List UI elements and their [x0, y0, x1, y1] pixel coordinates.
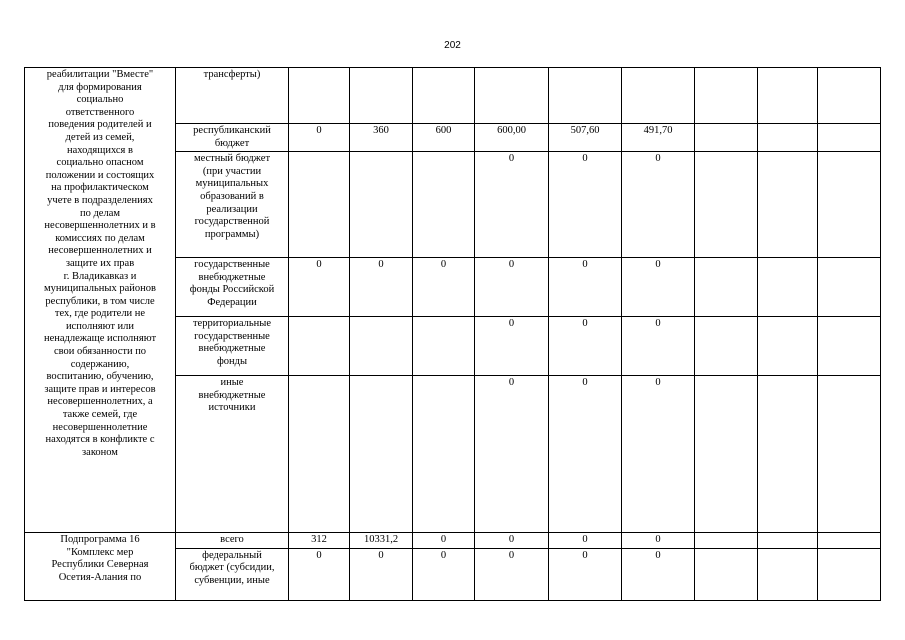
program-name-line: находящихся в — [67, 144, 133, 156]
amount-cell — [758, 258, 818, 317]
funding-source-line: государственные — [194, 330, 270, 342]
amount-cell: 0 — [622, 548, 695, 600]
program-name-line: учете в подразделениях — [47, 194, 153, 206]
program-name-line: находятся в конфликте с — [45, 434, 155, 446]
amount-cell: 360 — [350, 124, 413, 152]
funding-source-line: внебюджетные — [198, 343, 266, 355]
funding-source-line: местный бюджет — [193, 153, 271, 165]
amount-cell: 0 — [289, 124, 350, 152]
funding-source-cell — [176, 533, 289, 549]
program-name-line: защите прав и интересов — [44, 383, 156, 395]
program-name-line: тех, где родители не — [54, 308, 146, 320]
amount-cell — [695, 548, 758, 600]
amount-cell: 0 — [549, 548, 622, 600]
amount-cell — [350, 317, 413, 376]
amount-cell: 600 — [413, 124, 475, 152]
amount-cell: 0 — [549, 533, 622, 549]
amount-cell — [818, 317, 881, 376]
funding-source-cell — [176, 152, 289, 258]
amount-cell — [695, 124, 758, 152]
amount-cell — [549, 68, 622, 124]
program-name-line: социально — [76, 94, 124, 106]
amount-cell: 600,00 — [475, 124, 549, 152]
budget-table — [24, 67, 881, 601]
program-name-line: "Комплекс мер — [66, 546, 134, 558]
amount-cell — [758, 376, 818, 533]
amount-cell — [758, 548, 818, 600]
amount-cell — [413, 317, 475, 376]
amount-cell: 0 — [622, 376, 695, 533]
program-name-line: несовершеннолетних и в — [44, 220, 156, 232]
amount-cell: 0 — [622, 258, 695, 317]
program-name-line: положении и состоящих — [45, 169, 155, 181]
funding-source-line: образований в — [200, 190, 264, 202]
program-name-cell — [25, 533, 176, 601]
funding-source-cell — [176, 68, 289, 124]
amount-cell — [818, 152, 881, 258]
funding-source-line: государственной — [194, 216, 270, 228]
amount-cell: 0 — [549, 152, 622, 258]
program-name-cell — [25, 68, 176, 533]
amount-cell — [289, 376, 350, 533]
amount-cell — [289, 317, 350, 376]
amount-cell — [622, 68, 695, 124]
amount-cell — [289, 152, 350, 258]
amount-cell — [413, 152, 475, 258]
amount-cell: 0 — [475, 317, 549, 376]
amount-cell: 10331,2 — [350, 533, 413, 549]
funding-source-line: иные — [220, 377, 244, 389]
amount-cell — [350, 68, 413, 124]
amount-cell: 0 — [413, 548, 475, 600]
funding-source-line: Федерации — [207, 296, 257, 308]
program-name-line: по делам — [79, 207, 121, 219]
program-name-line: на профилактическом — [51, 182, 149, 194]
program-name-line: воспитанию, обучению, — [46, 371, 154, 383]
funding-source-line: федеральный — [202, 549, 262, 561]
amount-cell: 0 — [622, 317, 695, 376]
program-name-line: несовершеннолетних, а — [47, 396, 153, 408]
funding-source-line: бюджет — [214, 137, 250, 149]
amount-cell — [818, 376, 881, 533]
amount-cell: 0 — [475, 376, 549, 533]
program-name-line: поведения родителей и — [48, 119, 152, 131]
amount-cell: 0 — [289, 258, 350, 317]
amount-cell — [350, 376, 413, 533]
funding-source-line: государственные — [194, 259, 270, 271]
amount-cell — [758, 317, 818, 376]
program-name-line: несовершеннолетних и — [48, 245, 152, 257]
amount-cell — [818, 258, 881, 317]
program-name-line: г. Владикавказ и — [63, 270, 137, 282]
program-name-line: защите их прав — [65, 257, 135, 269]
funding-source-line: бюджет (субсидии, — [189, 562, 275, 574]
program-name-line: Подпрограмма 16 — [60, 534, 140, 546]
funding-source-line: внебюджетные — [198, 271, 266, 283]
program-name-line: республики, в том числе — [45, 295, 155, 307]
funding-source-line: субвенции, иные — [194, 574, 270, 586]
program-name-line: социально опасном — [56, 157, 144, 169]
funding-source-line: (при участии — [202, 165, 262, 177]
page-number: 202 — [444, 40, 461, 51]
funding-source-line: трансферты) — [203, 69, 261, 80]
program-name-line: содержанию, — [70, 358, 130, 370]
funding-source-cell — [176, 258, 289, 317]
funding-source-line: фонды Российской — [189, 284, 275, 296]
amount-cell: 312 — [289, 533, 350, 549]
amount-cell — [818, 124, 881, 152]
amount-cell — [413, 68, 475, 124]
amount-cell: 0 — [549, 376, 622, 533]
program-name-line: законом — [82, 446, 118, 458]
funding-source-line: программы) — [204, 228, 260, 240]
amount-cell: 0 — [475, 533, 549, 549]
program-name-line: Осетия-Алания по — [58, 571, 142, 583]
amount-cell: 0 — [549, 258, 622, 317]
funding-source-cell — [176, 376, 289, 533]
program-name-line: для формирования — [58, 81, 142, 93]
amount-cell — [695, 376, 758, 533]
funding-source-line: муниципальных — [195, 178, 269, 190]
funding-source-line: республиканский — [193, 125, 271, 136]
amount-cell: 0 — [413, 533, 475, 549]
amount-cell: 0 — [622, 533, 695, 549]
program-name-line: ответственного — [65, 106, 135, 118]
amount-cell — [758, 124, 818, 152]
amount-cell — [695, 258, 758, 317]
amount-cell: 0 — [475, 258, 549, 317]
amount-cell — [818, 548, 881, 600]
program-name-line: свои обязанности по — [53, 346, 147, 358]
program-name-line: также семей, где — [62, 409, 138, 421]
program-name-line: ненадлежаще исполняют — [43, 333, 157, 345]
amount-cell — [350, 152, 413, 258]
funding-source-cell — [176, 548, 289, 600]
amount-cell — [758, 68, 818, 124]
amount-cell — [818, 533, 881, 549]
amount-cell: 0 — [475, 152, 549, 258]
program-name-line: муниципальных районов — [44, 283, 156, 295]
amount-cell: 0 — [622, 152, 695, 258]
funding-source-line: внебюджетные — [198, 389, 266, 401]
amount-cell: 507,60 — [549, 124, 622, 152]
program-name-line: Республики Северная — [51, 559, 149, 571]
funding-source-cell — [176, 317, 289, 376]
program-name-line: исполняют или — [65, 320, 135, 332]
amount-cell: 0 — [413, 258, 475, 317]
funding-source-line: территориальные — [192, 318, 272, 330]
amount-cell — [695, 152, 758, 258]
funding-source-line: фонды — [216, 355, 248, 367]
funding-source-line: всего — [220, 534, 244, 546]
amount-cell — [695, 317, 758, 376]
amount-cell — [818, 68, 881, 124]
amount-cell: 0 — [549, 317, 622, 376]
table-row — [25, 533, 881, 549]
amount-cell — [758, 533, 818, 549]
amount-cell: 0 — [350, 548, 413, 600]
funding-source-line: реализации — [206, 203, 258, 215]
funding-source-line: источники — [208, 402, 256, 414]
amount-cell: 0 — [350, 258, 413, 317]
amount-cell: 491,70 — [622, 124, 695, 152]
table-row — [25, 68, 881, 124]
program-name-line: комиссиях по делам — [55, 232, 145, 244]
amount-cell: 0 — [289, 548, 350, 600]
amount-cell — [758, 152, 818, 258]
funding-source-cell — [176, 124, 289, 152]
amount-cell — [289, 68, 350, 124]
program-name-line: детей из семей, — [65, 131, 135, 143]
program-name-line: несовершеннолетние — [52, 421, 148, 433]
amount-cell: 0 — [475, 548, 549, 600]
budget-table-body — [25, 68, 881, 601]
amount-cell — [475, 68, 549, 124]
amount-cell — [695, 533, 758, 549]
amount-cell — [413, 376, 475, 533]
program-name-line: реабилитации "Вместе" — [46, 69, 154, 80]
amount-cell — [695, 68, 758, 124]
